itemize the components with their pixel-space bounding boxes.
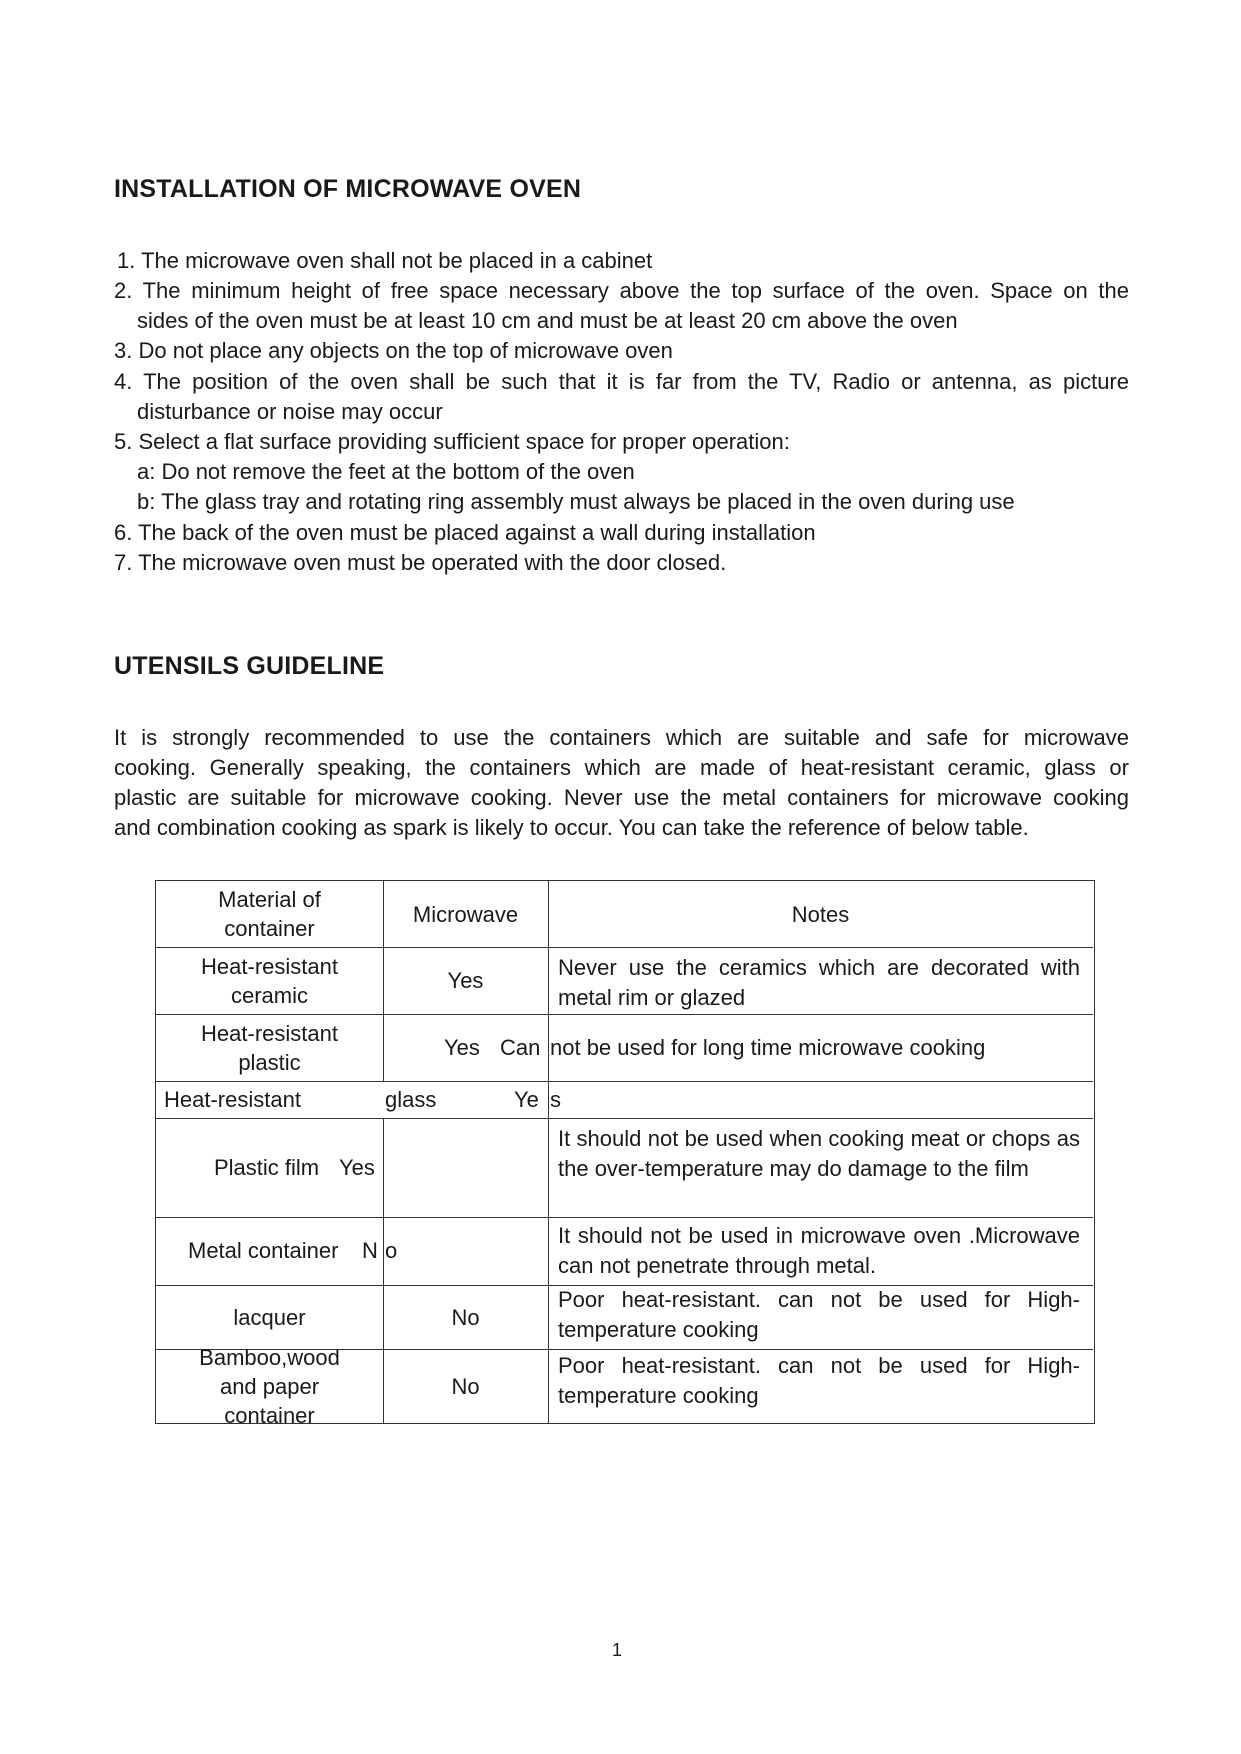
- table-cell-microwave: No: [451, 1304, 480, 1330]
- paragraph-line: plastic are suitable for microwave cooking. Never use the metal containers for microwave cooking: [114, 785, 1129, 810]
- table-cell-microwave: Yes: [339, 1155, 375, 1180]
- table-cell-notes: Poor heat-resistant. can not be used for High-temperature cooking: [558, 1287, 1080, 1342]
- list-item: 4. The position of the oven shall be such that it is far from the TV, Radio or antenna, as picture: [114, 369, 1129, 394]
- table-cell-microwave: Ye: [514, 1087, 539, 1112]
- table-cell-notes: Poor heat-resistant. can not be used for High-temperature cooking: [558, 1353, 1080, 1408]
- page-number: 1: [612, 1640, 623, 1660]
- table-cell-microwave: Yes: [444, 1035, 480, 1060]
- paragraph-line: cooking. Generally speaking, the containers which are made of heat-resistant ceramic, glass or: [114, 755, 1129, 780]
- header-microwave: Microwave: [412, 901, 519, 927]
- table-cell-notes: Never use the ceramics which are decorated with metal rim or glazed: [558, 955, 1080, 1010]
- utensils-table: [155, 880, 1095, 1428]
- header-notes: Notes: [791, 901, 850, 927]
- table-cell-material: Plastic film: [214, 1155, 320, 1180]
- table-cell-microwave: No: [451, 1373, 480, 1399]
- table-cell-notes: not be used for long time microwave cooking: [550, 1035, 986, 1060]
- list-item-continuation: disturbance or noise may occur: [137, 399, 443, 424]
- table-cell-material: Heat-resistant plastic: [201, 1020, 338, 1075]
- table-cell-material: Heat-resistant: [164, 1087, 301, 1112]
- paragraph-line: and combination cooking as spark is likely to occur. You can take the reference of below table.: [114, 815, 1029, 840]
- table-cell-material: Bamboo,wood and paper container: [199, 1344, 340, 1428]
- table-cell-material-suffix: glass: [385, 1087, 437, 1112]
- paragraph-line: It is strongly recommended to use the containers which are suitable and safe for microwave: [114, 725, 1129, 750]
- sub-list-item: b: The glass tray and rotating ring assembly must always be placed in the oven during use: [137, 489, 1015, 514]
- table-cell-notes: It should not be used when cooking meat or chops as the over-temperature may do damage to the film: [558, 1126, 1080, 1181]
- table-cell-material: Metal container: [188, 1238, 339, 1263]
- table-cell-notes: It should not be used in microwave oven .Microwave can not penetrate through metal.: [558, 1223, 1080, 1278]
- section-title-installation: INSTALLATION OF MICROWAVE OVEN: [114, 175, 582, 203]
- header-material: Material of container: [218, 887, 321, 941]
- list-item: 3. Do not place any objects on the top of microwave oven: [114, 338, 673, 363]
- list-item-continuation: sides of the oven must be at least 10 cm and must be at least 20 cm above the oven: [137, 308, 958, 333]
- table-cell-material: lacquer: [233, 1304, 306, 1330]
- table-cell-microwave-overflow: s: [550, 1087, 561, 1112]
- list-item: 6. The back of the oven must be placed against a wall during installation: [114, 520, 816, 545]
- list-item: 1. The microwave oven shall not be placed in a cabinet: [117, 248, 653, 273]
- table-cell-notes-prefix: Can: [500, 1035, 541, 1060]
- table-cell-microwave: Yes: [447, 968, 484, 993]
- table-cell-microwave-overflow: o: [385, 1238, 398, 1263]
- table-cell-microwave: N: [362, 1238, 378, 1263]
- sub-list-item: a: Do not remove the feet at the bottom of the oven: [137, 459, 635, 484]
- list-item: 7. The microwave oven must be operated with the door closed.: [114, 550, 727, 575]
- misaligned-divider: [548, 1081, 549, 1118]
- list-item: 2. The minimum height of free space necessary above the top surface of the oven. Space on the: [114, 278, 1129, 303]
- table-cell-material: Heat-resistant ceramic: [201, 953, 338, 1008]
- list-item: 5. Select a flat surface providing sufficient space for proper operation:: [114, 429, 790, 454]
- section-title-utensils: UTENSILS GUIDELINE: [114, 652, 385, 680]
